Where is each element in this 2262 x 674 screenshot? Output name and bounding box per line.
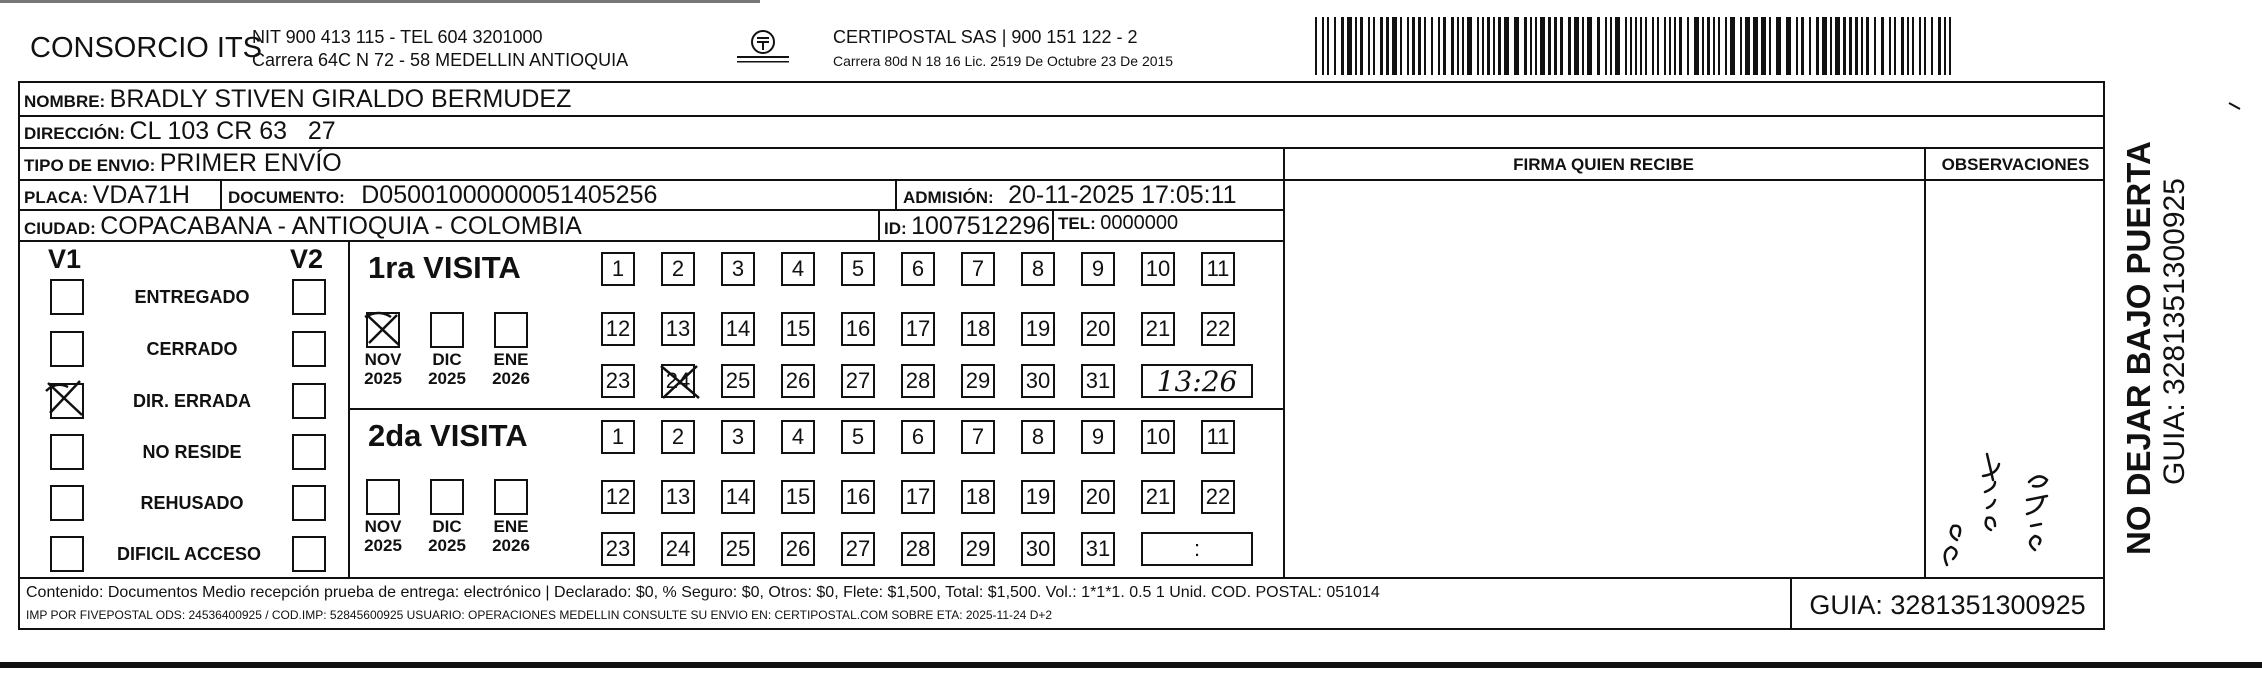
day-number: 28 <box>905 536 931 561</box>
day-number: 22 <box>1205 316 1231 341</box>
v1-checkbox[interactable] <box>50 331 84 367</box>
v2-checkbox[interactable] <box>292 485 326 521</box>
day-number: 11 <box>1206 424 1230 449</box>
day-number: 13 <box>665 484 691 509</box>
footer-contenido: Contenido: Documentos Medio recepción prueba de entrega: electrónico | Declarado: $0, % Seguro: $0, Otros: $0, Flete: $1,500, Total: $1,500. Vol.: 1*1*1. 0.5 1 Unid. COD. POSTAL: 051014 <box>26 584 1380 601</box>
tel-label: TEL: <box>1058 214 1096 233</box>
time-box[interactable] <box>1141 532 1253 566</box>
side-no-dejar-text: NO DEJAR BAJO PUERTA <box>2120 141 2157 555</box>
day-box[interactable] <box>661 252 695 286</box>
day-number: 23 <box>605 368 631 393</box>
day-box[interactable] <box>961 420 995 454</box>
day-box[interactable] <box>901 420 935 454</box>
v2-checkbox[interactable] <box>292 536 326 572</box>
day-box[interactable] <box>781 252 815 286</box>
row-divider <box>1924 179 2105 181</box>
day-number: 6 <box>911 256 925 281</box>
admision-row <box>903 181 1237 210</box>
day-box[interactable] <box>601 480 635 514</box>
day-number: 15 <box>785 484 811 509</box>
certipostal-logo <box>733 28 793 68</box>
v1-checkbox[interactable] <box>50 485 84 521</box>
day-box[interactable] <box>901 480 935 514</box>
side-no-dejar <box>2120 141 2158 555</box>
month-label <box>420 350 474 388</box>
day-box[interactable] <box>781 364 815 398</box>
month-checkbox[interactable] <box>366 479 400 515</box>
reason-label: CERRADO <box>146 339 238 359</box>
day-number: 18 <box>965 316 991 341</box>
day-number: 16 <box>845 316 871 341</box>
day-box[interactable] <box>1021 312 1055 346</box>
nombre-label: NOMBRE: <box>24 92 106 111</box>
nombre-row <box>24 85 571 114</box>
day-number: 20 <box>1085 316 1111 341</box>
day-box[interactable] <box>901 532 935 566</box>
day-box[interactable] <box>661 420 695 454</box>
day-number: 16 <box>845 484 871 509</box>
footer-imp: IMP POR FIVEPOSTAL ODS: 24536400925 / COD.IMP: 52845600925 USUARIO: OPERACIONES MEDELLIN CONSULTE SU ENVIO EN: CERTIPOSTAL.COM SOBRE ETA: 2025-11-24 D+2 <box>26 608 1053 622</box>
company-nit: NIT 900 413 115 - TEL 604 3201000 <box>252 27 543 47</box>
direccion-label: DIRECCIÓN: <box>24 124 126 143</box>
scan-edge-bottom <box>0 662 2262 668</box>
day-number: 4 <box>791 424 805 449</box>
day-box[interactable] <box>961 480 995 514</box>
day-number: 12 <box>605 316 631 341</box>
day-box[interactable] <box>1201 252 1235 286</box>
day-number: 31 <box>1085 536 1111 561</box>
admision-label: ADMISIÓN: <box>903 188 994 207</box>
day-number: 25 <box>725 536 751 561</box>
day-box[interactable] <box>961 312 995 346</box>
day-number: 8 <box>1031 424 1045 449</box>
day-number: 1 <box>611 256 625 281</box>
day-box[interactable] <box>601 312 635 346</box>
day-box[interactable] <box>601 420 635 454</box>
tipo-label: TIPO DE ENVIO: <box>24 156 156 175</box>
id-row <box>884 212 1050 241</box>
visit1-title: 1ra VISITA <box>368 250 521 285</box>
day-number: 8 <box>1031 256 1045 281</box>
v2-label: V2 <box>290 244 324 274</box>
day-number: 24 <box>665 368 691 393</box>
col-divider <box>220 179 222 209</box>
col-divider <box>1052 209 1054 240</box>
day-box[interactable] <box>661 480 695 514</box>
side-guia <box>2158 178 2192 485</box>
placa-row <box>24 181 190 210</box>
day-box[interactable] <box>841 364 875 398</box>
day-number: 9 <box>1091 424 1105 449</box>
day-number: 22 <box>1205 484 1231 509</box>
visit2-title: 2da VISITA <box>368 418 528 453</box>
day-box[interactable] <box>841 480 875 514</box>
day-box[interactable] <box>1081 420 1115 454</box>
tel-row <box>1058 212 1178 235</box>
day-number: 17 <box>905 484 931 509</box>
month-label <box>484 350 538 388</box>
day-box[interactable] <box>661 312 695 346</box>
v1-checkbox[interactable] <box>50 536 84 572</box>
documento-row <box>228 181 657 210</box>
day-number: 19 <box>1025 484 1051 509</box>
ciudad-label: CIUDAD: <box>24 219 96 238</box>
day-box[interactable] <box>601 252 635 286</box>
day-number: 5 <box>851 256 865 281</box>
month-name: NOV <box>364 517 402 536</box>
tipo-row <box>24 149 342 178</box>
day-box[interactable] <box>1021 480 1055 514</box>
reason-label: REHUSADO <box>140 493 244 513</box>
day-number: 15 <box>785 316 811 341</box>
month-name: ENE <box>493 350 529 369</box>
day-box[interactable] <box>841 420 875 454</box>
day-number: 13 <box>665 316 691 341</box>
month-name: ENE <box>493 517 529 536</box>
observaciones-handwriting <box>1935 380 2085 570</box>
documento-label: DOCUMENTO: <box>228 188 345 207</box>
day-box[interactable] <box>1141 420 1175 454</box>
day-number: 31 <box>1085 368 1111 393</box>
day-number: 30 <box>1025 368 1051 393</box>
day-number: 19 <box>1025 316 1051 341</box>
provider-name: CERTIPOSTAL SAS | 900 151 122 - 2 <box>833 27 1138 47</box>
observaciones-label: OBSERVACIONES <box>1941 155 2090 174</box>
v1-checkbox[interactable] <box>50 383 84 419</box>
col-divider <box>348 240 350 577</box>
day-box[interactable] <box>901 312 935 346</box>
day-box[interactable] <box>721 312 755 346</box>
ciudad-value: COPACABANA - ANTIOQUIA - COLOMBIA <box>100 212 582 240</box>
day-number: 3 <box>731 424 745 449</box>
admision-value: 20-11-2025 17:05:11 <box>1008 181 1237 209</box>
time-value: : <box>1193 536 1201 561</box>
day-box[interactable] <box>901 252 935 286</box>
day-number: 3 <box>731 256 745 281</box>
day-number: 26 <box>785 368 811 393</box>
day-box[interactable] <box>1141 480 1175 514</box>
day-number: 18 <box>965 484 991 509</box>
day-box[interactable] <box>781 312 815 346</box>
day-box[interactable] <box>961 364 995 398</box>
v1-checkbox[interactable] <box>50 279 84 315</box>
day-box[interactable] <box>1141 252 1175 286</box>
day-number: 14 <box>725 316 751 341</box>
month-year: 2025 <box>364 536 402 555</box>
month-checkbox[interactable] <box>366 312 400 348</box>
day-number: 21 <box>1145 316 1171 341</box>
day-box[interactable] <box>841 532 875 566</box>
provider-address: Carrera 80d N 18 16 Lic. 2519 De Octubre 23 De 2015 <box>833 53 1174 69</box>
month-checkbox[interactable] <box>494 479 528 515</box>
tipo-value: PRIMER ENVÍO <box>159 149 342 177</box>
col-divider <box>878 209 880 240</box>
day-number: 1 <box>611 424 625 449</box>
day-box[interactable] <box>1201 312 1235 346</box>
v1-checkbox[interactable] <box>50 434 84 470</box>
day-number: 24 <box>665 536 691 561</box>
day-number: 17 <box>905 316 931 341</box>
month-year: 2026 <box>492 536 530 555</box>
day-box[interactable] <box>1081 532 1115 566</box>
firma-label: FIRMA QUIEN RECIBE <box>1513 155 1694 174</box>
day-box[interactable] <box>601 364 635 398</box>
footer-guia: GUIA: 3281351300925 <box>1809 590 2086 620</box>
documento-value: D05001000000051405256 <box>361 181 658 209</box>
day-number: 27 <box>845 536 871 561</box>
v2-checkbox[interactable] <box>292 279 326 315</box>
barcode <box>1315 17 1955 75</box>
scan-mark <box>2228 98 2242 108</box>
day-box[interactable] <box>1021 252 1055 286</box>
day-number: 7 <box>971 424 985 449</box>
day-number: 12 <box>605 484 631 509</box>
direccion-row <box>24 117 336 146</box>
month-year: 2026 <box>492 369 530 388</box>
day-box[interactable] <box>1021 420 1055 454</box>
month-checkbox[interactable] <box>494 312 528 348</box>
v2-checkbox[interactable] <box>292 434 326 470</box>
day-box[interactable] <box>601 532 635 566</box>
month-label <box>356 517 410 555</box>
day-box[interactable] <box>1201 420 1235 454</box>
direccion-value: CL 103 CR 63 27 <box>129 117 336 145</box>
day-number: 29 <box>965 536 991 561</box>
day-number: 29 <box>965 368 991 393</box>
day-box[interactable] <box>961 532 995 566</box>
day-box[interactable] <box>781 480 815 514</box>
day-number: 2 <box>671 256 685 281</box>
month-name: NOV <box>364 350 402 369</box>
day-box[interactable] <box>1201 480 1235 514</box>
day-number: 10 <box>1145 256 1171 281</box>
day-number: 27 <box>845 368 871 393</box>
month-year: 2025 <box>364 369 402 388</box>
month-year: 2025 <box>428 536 466 555</box>
placa-value: VDA71H <box>92 181 190 209</box>
reason-label: DIFICIL ACCESO <box>116 544 261 564</box>
day-number: 21 <box>1145 484 1171 509</box>
v1-label: V1 <box>48 244 82 274</box>
day-box[interactable] <box>781 420 815 454</box>
day-box[interactable] <box>1081 312 1115 346</box>
day-box[interactable] <box>841 312 875 346</box>
col-divider <box>895 179 897 209</box>
day-box[interactable] <box>781 532 815 566</box>
day-box[interactable] <box>721 364 755 398</box>
day-number: 9 <box>1091 256 1105 281</box>
day-box[interactable] <box>1141 312 1175 346</box>
day-number: 10 <box>1145 424 1171 449</box>
day-number: 11 <box>1206 256 1230 281</box>
day-number: 23 <box>605 536 631 561</box>
side-guia-text: GUIA: 3281351300925 <box>2158 178 2191 485</box>
day-box[interactable] <box>901 364 935 398</box>
month-label <box>420 517 474 555</box>
month-label <box>484 517 538 555</box>
month-year: 2025 <box>428 369 466 388</box>
month-checkbox[interactable] <box>430 312 464 348</box>
col-divider <box>1283 147 1285 577</box>
v2-checkbox[interactable] <box>292 383 326 419</box>
month-name: DIC <box>432 350 462 369</box>
day-box[interactable] <box>961 252 995 286</box>
day-box[interactable] <box>721 252 755 286</box>
col-divider <box>1924 147 1926 577</box>
day-number: 30 <box>1025 536 1051 561</box>
day-number: 20 <box>1085 484 1111 509</box>
day-box[interactable] <box>1081 364 1115 398</box>
id-label: ID: <box>884 219 907 238</box>
scan-edge-top <box>0 0 760 3</box>
month-checkbox[interactable] <box>430 479 464 515</box>
time-value: 13:26 <box>1156 364 1238 398</box>
tel-value: 0000000 <box>1100 212 1179 234</box>
ciudad-row <box>24 212 582 241</box>
time-box[interactable] <box>1141 364 1253 398</box>
day-box[interactable] <box>1081 252 1115 286</box>
day-box[interactable] <box>1021 364 1055 398</box>
day-box[interactable] <box>661 532 695 566</box>
day-number: 6 <box>911 424 925 449</box>
id-value: 1007512296 <box>911 212 1051 240</box>
v2-checkbox[interactable] <box>292 331 326 367</box>
day-number: 28 <box>905 368 931 393</box>
row-divider <box>348 408 1283 410</box>
day-number: 14 <box>725 484 751 509</box>
reason-label: NO RESIDE <box>142 442 242 462</box>
day-box[interactable] <box>661 364 695 398</box>
day-number: 4 <box>791 256 805 281</box>
day-number: 25 <box>725 368 751 393</box>
day-number: 26 <box>785 536 811 561</box>
day-box[interactable] <box>1021 532 1055 566</box>
company-name: CONSORCIO ITS <box>30 32 263 64</box>
reason-label: ENTREGADO <box>134 287 250 307</box>
day-number: 7 <box>971 256 985 281</box>
nombre-value: BRADLY STIVEN GIRALDO BERMUDEZ <box>109 85 572 113</box>
day-box[interactable] <box>721 420 755 454</box>
day-box[interactable] <box>721 480 755 514</box>
day-number: 5 <box>851 424 865 449</box>
placa-label: PLACA: <box>24 188 89 207</box>
day-box[interactable] <box>721 532 755 566</box>
day-box[interactable] <box>841 252 875 286</box>
day-number: 2 <box>671 424 685 449</box>
company-address: Carrera 64C N 72 - 58 MEDELLIN ANTIOQUIA <box>252 50 629 70</box>
month-label <box>356 350 410 388</box>
reason-label: DIR. ERRADA <box>132 391 251 411</box>
day-box[interactable] <box>1081 480 1115 514</box>
month-name: DIC <box>432 517 462 536</box>
